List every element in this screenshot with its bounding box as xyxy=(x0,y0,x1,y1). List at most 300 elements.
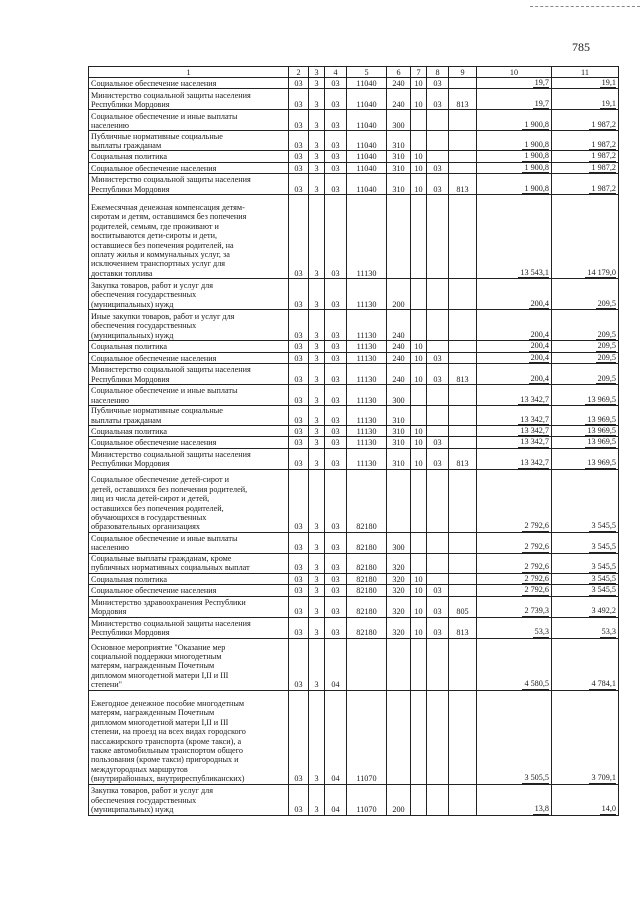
row-description: Социальное обеспечение населения xyxy=(89,162,289,173)
code-cell-c3: 3 xyxy=(309,385,325,406)
code-cell-c2: 03 xyxy=(289,89,309,110)
table-row xyxy=(89,364,619,385)
row-description: Ежегодное денежное пособие многодетным матерям, награжденным Почетным дипломом многодетной матери I,II и III степени, на проезд на всех видах городского пассажирского транспорта (кроме такси), а также автомобильным транспортом общего пользования (кроме такси) пригородных и междугородных маршрутов (внутрирайонных, внутриреспубликанских) xyxy=(89,690,289,784)
code-cell-c6: 310 xyxy=(387,174,411,195)
amount-cell-c11 xyxy=(552,406,619,426)
code-cell-c5: 11040 xyxy=(347,78,387,89)
code-cell-c7 xyxy=(411,553,427,573)
row-description: Социальное обеспечение детей-сирот и детей, оставшихся без попечения родителей, лиц из числа детей-сирот и детей, оставшихся без попечения родителей, обучающихся в государственных образовательных организациях xyxy=(89,469,289,532)
amount-cell-c11 xyxy=(552,690,619,784)
table-row xyxy=(89,617,619,638)
amount-value: 209,5 xyxy=(597,341,616,351)
amount-cell-c10 xyxy=(477,784,552,815)
code-cell-c4: 03 xyxy=(325,364,347,385)
top-edge-mark xyxy=(530,6,640,7)
code-cell-c5: 11130 xyxy=(347,279,387,310)
code-cell-c7 xyxy=(411,195,427,279)
code-cell-c6: 310 xyxy=(387,131,411,151)
code-cell-c6: 310 xyxy=(387,151,411,162)
amount-value: 209,5 xyxy=(597,373,616,383)
amount-cell-c11 xyxy=(552,532,619,553)
code-cell-c4: 04 xyxy=(325,784,347,815)
code-cell-c7: 10 xyxy=(411,341,427,352)
amount-cell-c10 xyxy=(477,151,552,162)
code-cell-c9 xyxy=(449,573,477,584)
amount-value: 2 739,3 xyxy=(524,606,549,616)
amount-cell-c10 xyxy=(477,364,552,385)
code-cell-c7 xyxy=(411,638,427,690)
code-cell-c7 xyxy=(411,784,427,815)
code-cell-c2: 03 xyxy=(289,174,309,195)
amount-cell-c11 xyxy=(552,174,619,195)
amount-value: 3 545,5 xyxy=(591,573,616,583)
code-cell-c8: 03 xyxy=(427,174,449,195)
amount-cell-c11 xyxy=(552,341,619,352)
code-cell-c8: 03 xyxy=(427,352,449,363)
code-cell-c5: 11130 xyxy=(347,406,387,426)
code-cell-c5: 11130 xyxy=(347,364,387,385)
code-cell-c7: 10 xyxy=(411,437,427,448)
amount-value: 13 969,5 xyxy=(587,437,616,447)
code-cell-c8: 03 xyxy=(427,617,449,638)
code-cell-c4: 03 xyxy=(325,585,347,596)
amount-value: 13 342,7 xyxy=(520,458,549,468)
code-cell-c8 xyxy=(427,341,449,352)
amount-value: 19,1 xyxy=(601,99,616,108)
code-cell-c8 xyxy=(427,385,449,406)
code-cell-c7 xyxy=(411,532,427,553)
code-cell-c8: 03 xyxy=(427,89,449,110)
code-cell-c5: 11040 xyxy=(347,174,387,195)
code-cell-c3: 3 xyxy=(309,573,325,584)
code-cell-c6: 200 xyxy=(387,279,411,310)
table-row xyxy=(89,151,619,162)
amount-cell-c11 xyxy=(552,426,619,437)
code-cell-c5: 82180 xyxy=(347,573,387,584)
amount-cell-c11 xyxy=(552,573,619,584)
row-description: Социальное обеспечение населения xyxy=(89,78,289,89)
row-description: Министерство социальной защиты населения Республики Мордовия xyxy=(89,364,289,385)
code-cell-c6: 310 xyxy=(387,448,411,469)
amount-value: 13 969,5 xyxy=(587,414,616,424)
code-cell-c2: 03 xyxy=(289,162,309,173)
amount-cell-c11 xyxy=(552,352,619,363)
code-cell-c2: 03 xyxy=(289,279,309,310)
code-cell-c8 xyxy=(427,110,449,131)
amount-cell-c10 xyxy=(477,573,552,584)
amount-cell-c10 xyxy=(477,279,552,310)
amount-value: 53,3 xyxy=(534,627,549,637)
amount-cell-c10 xyxy=(477,532,552,553)
amount-value: 19,7 xyxy=(534,99,549,108)
code-cell-c9 xyxy=(449,585,477,596)
amount-value: 3 545,5 xyxy=(591,521,616,531)
code-cell-c8: 03 xyxy=(427,364,449,385)
column-number-row xyxy=(89,67,619,78)
code-cell-c9: 813 xyxy=(449,89,477,110)
amount-cell-c11 xyxy=(552,110,619,131)
code-cell-c8 xyxy=(427,195,449,279)
row-description: Социальное обеспечение населения xyxy=(89,352,289,363)
code-cell-c6: 320 xyxy=(387,617,411,638)
amount-cell-c10 xyxy=(477,162,552,173)
table-row xyxy=(89,784,619,815)
code-cell-c9 xyxy=(449,131,477,151)
code-cell-c8 xyxy=(427,784,449,815)
code-cell-c5: 82180 xyxy=(347,469,387,532)
amount-cell-c11 xyxy=(552,131,619,151)
code-cell-c4: 03 xyxy=(325,469,347,532)
code-cell-c4: 03 xyxy=(325,553,347,573)
row-description: Министерство социальной защиты населения Республики Мордовия xyxy=(89,617,289,638)
code-cell-c2: 03 xyxy=(289,585,309,596)
code-cell-c4: 03 xyxy=(325,151,347,162)
code-cell-c3: 3 xyxy=(309,437,325,448)
table-row xyxy=(89,78,619,89)
column-number: 3 xyxy=(309,67,325,78)
amount-cell-c10 xyxy=(477,690,552,784)
code-cell-c3: 3 xyxy=(309,174,325,195)
column-number: 10 xyxy=(477,67,552,78)
code-cell-c4: 03 xyxy=(325,131,347,151)
code-cell-c2: 03 xyxy=(289,78,309,89)
row-description: Социальное обеспечение населения xyxy=(89,585,289,596)
code-cell-c6: 310 xyxy=(387,437,411,448)
code-cell-c3: 3 xyxy=(309,310,325,341)
code-cell-c4: 04 xyxy=(325,638,347,690)
amount-value: 200,4 xyxy=(530,341,549,351)
code-cell-c7: 10 xyxy=(411,426,427,437)
code-cell-c7 xyxy=(411,406,427,426)
column-number: 1 xyxy=(89,67,289,78)
amount-value: 1 900,8 xyxy=(524,151,549,161)
amount-value: 3 709,1 xyxy=(591,773,616,783)
code-cell-c2: 03 xyxy=(289,131,309,151)
code-cell-c2: 03 xyxy=(289,364,309,385)
amount-cell-c11 xyxy=(552,89,619,110)
code-cell-c9 xyxy=(449,469,477,532)
code-cell-c5: 82180 xyxy=(347,585,387,596)
table-row xyxy=(89,573,619,584)
column-number: 4 xyxy=(325,67,347,78)
code-cell-c2: 03 xyxy=(289,638,309,690)
code-cell-c3: 3 xyxy=(309,638,325,690)
code-cell-c5: 11040 xyxy=(347,131,387,151)
code-cell-c3: 3 xyxy=(309,162,325,173)
table-row xyxy=(89,131,619,151)
code-cell-c2: 03 xyxy=(289,341,309,352)
table-row xyxy=(89,89,619,110)
code-cell-c8 xyxy=(427,406,449,426)
code-cell-c9 xyxy=(449,426,477,437)
column-number: 6 xyxy=(387,67,411,78)
code-cell-c3: 3 xyxy=(309,406,325,426)
code-cell-c6: 200 xyxy=(387,784,411,815)
amount-cell-c10 xyxy=(477,385,552,406)
column-number: 9 xyxy=(449,67,477,78)
code-cell-c4: 03 xyxy=(325,596,347,617)
amount-cell-c11 xyxy=(552,596,619,617)
code-cell-c4: 03 xyxy=(325,437,347,448)
row-description: Основное мероприятие "Оказание мер социальной поддержки многодетным матерям, награжденным Почетным дипломом многодетной матери I,II и III степени" xyxy=(89,638,289,690)
code-cell-c6: 320 xyxy=(387,585,411,596)
amount-cell-c10 xyxy=(477,195,552,279)
code-cell-c2: 03 xyxy=(289,195,309,279)
code-cell-c6: 320 xyxy=(387,573,411,584)
code-cell-c7: 10 xyxy=(411,78,427,89)
code-cell-c8 xyxy=(427,426,449,437)
amount-value: 53,3 xyxy=(601,627,616,637)
code-cell-c5: 82180 xyxy=(347,532,387,553)
code-cell-c3: 3 xyxy=(309,151,325,162)
code-cell-c5: 11130 xyxy=(347,341,387,352)
amount-value: 13,8 xyxy=(534,804,549,814)
code-cell-c2: 03 xyxy=(289,448,309,469)
amount-cell-c10 xyxy=(477,131,552,151)
column-number: 7 xyxy=(411,67,427,78)
code-cell-c2: 03 xyxy=(289,151,309,162)
amount-cell-c10 xyxy=(477,553,552,573)
table-body xyxy=(89,78,619,816)
code-cell-c2: 03 xyxy=(289,110,309,131)
code-cell-c9 xyxy=(449,532,477,553)
column-number: 8 xyxy=(427,67,449,78)
code-cell-c7 xyxy=(411,385,427,406)
amount-value: 3 545,5 xyxy=(591,585,616,595)
amount-value: 13 342,7 xyxy=(520,426,549,436)
amount-cell-c10 xyxy=(477,89,552,110)
amount-value: 1 900,8 xyxy=(524,162,549,172)
code-cell-c5: 82180 xyxy=(347,617,387,638)
amount-cell-c10 xyxy=(477,638,552,690)
code-cell-c3: 3 xyxy=(309,532,325,553)
code-cell-c8 xyxy=(427,690,449,784)
column-number: 2 xyxy=(289,67,309,78)
code-cell-c9 xyxy=(449,553,477,573)
code-cell-c2: 03 xyxy=(289,784,309,815)
amount-cell-c11 xyxy=(552,784,619,815)
code-cell-c2: 03 xyxy=(289,437,309,448)
code-cell-c9 xyxy=(449,310,477,341)
code-cell-c4: 04 xyxy=(325,690,347,784)
amount-cell-c11 xyxy=(552,585,619,596)
code-cell-c4: 03 xyxy=(325,310,347,341)
code-cell-c7: 10 xyxy=(411,151,427,162)
amount-value: 4 580,5 xyxy=(524,679,549,689)
code-cell-c6: 240 xyxy=(387,341,411,352)
amount-value: 200,4 xyxy=(530,329,549,339)
code-cell-c7: 10 xyxy=(411,596,427,617)
code-cell-c6: 320 xyxy=(387,596,411,617)
row-description: Министерство социальной защиты населения Республики Мордовия xyxy=(89,174,289,195)
code-cell-c2: 03 xyxy=(289,469,309,532)
code-cell-c5: 11130 xyxy=(347,310,387,341)
code-cell-c6: 310 xyxy=(387,162,411,173)
code-cell-c5: 11130 xyxy=(347,195,387,279)
code-cell-c9: 813 xyxy=(449,448,477,469)
code-cell-c2: 03 xyxy=(289,310,309,341)
code-cell-c2: 03 xyxy=(289,553,309,573)
code-cell-c8: 03 xyxy=(427,585,449,596)
amount-value: 209,5 xyxy=(597,298,616,308)
code-cell-c8: 03 xyxy=(427,78,449,89)
code-cell-c6: 240 xyxy=(387,364,411,385)
code-cell-c4: 03 xyxy=(325,341,347,352)
code-cell-c4: 03 xyxy=(325,352,347,363)
code-cell-c6: 240 xyxy=(387,310,411,341)
row-description: Социальная политика xyxy=(89,151,289,162)
code-cell-c3: 3 xyxy=(309,78,325,89)
code-cell-c2: 03 xyxy=(289,532,309,553)
row-description: Социальная политика xyxy=(89,341,289,352)
code-cell-c2: 03 xyxy=(289,426,309,437)
code-cell-c9 xyxy=(449,78,477,89)
code-cell-c7: 10 xyxy=(411,174,427,195)
code-cell-c6: 310 xyxy=(387,406,411,426)
amount-cell-c11 xyxy=(552,437,619,448)
amount-value: 1 987,2 xyxy=(591,162,616,172)
amount-value: 1 900,8 xyxy=(524,140,549,149)
row-description: Министерство здравоохранения Республики Мордовия xyxy=(89,596,289,617)
amount-cell-c10 xyxy=(477,352,552,363)
code-cell-c9 xyxy=(449,110,477,131)
code-cell-c4: 03 xyxy=(325,573,347,584)
amount-value: 3 492,2 xyxy=(591,606,616,616)
table-row xyxy=(89,553,619,573)
code-cell-c9 xyxy=(449,385,477,406)
amount-cell-c11 xyxy=(552,310,619,341)
amount-cell-c10 xyxy=(477,341,552,352)
row-description: Публичные нормативные социальные выплаты гражданам xyxy=(89,131,289,151)
amount-value: 1 900,8 xyxy=(524,183,549,193)
code-cell-c6: 240 xyxy=(387,78,411,89)
amount-value: 209,5 xyxy=(597,329,616,339)
amount-value: 3 505,5 xyxy=(524,773,549,783)
amount-value: 200,4 xyxy=(530,352,549,362)
code-cell-c9 xyxy=(449,162,477,173)
code-cell-c3: 3 xyxy=(309,279,325,310)
code-cell-c5: 11130 xyxy=(347,448,387,469)
table-row xyxy=(89,195,619,279)
amount-value: 4 784,1 xyxy=(591,679,616,689)
table-row xyxy=(89,110,619,131)
code-cell-c8 xyxy=(427,310,449,341)
code-cell-c7: 10 xyxy=(411,617,427,638)
table-row xyxy=(89,585,619,596)
code-cell-c3: 3 xyxy=(309,110,325,131)
code-cell-c4: 03 xyxy=(325,406,347,426)
code-cell-c2: 03 xyxy=(289,690,309,784)
code-cell-c3: 3 xyxy=(309,585,325,596)
code-cell-c9 xyxy=(449,784,477,815)
code-cell-c5: 11040 xyxy=(347,89,387,110)
amount-value: 2 792,6 xyxy=(524,562,549,572)
amount-cell-c10 xyxy=(477,437,552,448)
code-cell-c8 xyxy=(427,131,449,151)
table-row xyxy=(89,352,619,363)
amount-cell-c11 xyxy=(552,364,619,385)
code-cell-c5: 11130 xyxy=(347,426,387,437)
code-cell-c6: 240 xyxy=(387,89,411,110)
code-cell-c7: 10 xyxy=(411,162,427,173)
code-cell-c7 xyxy=(411,690,427,784)
code-cell-c8: 03 xyxy=(427,437,449,448)
amount-value: 13 969,5 xyxy=(587,458,616,468)
code-cell-c9 xyxy=(449,195,477,279)
code-cell-c9: 813 xyxy=(449,364,477,385)
code-cell-c3: 3 xyxy=(309,195,325,279)
code-cell-c3: 3 xyxy=(309,341,325,352)
code-cell-c3: 3 xyxy=(309,553,325,573)
code-cell-c7: 10 xyxy=(411,352,427,363)
amount-value: 200,4 xyxy=(530,298,549,308)
code-cell-c5: 82180 xyxy=(347,553,387,573)
code-cell-c5: 11040 xyxy=(347,110,387,131)
table-row xyxy=(89,596,619,617)
row-description: Социальное обеспечение и иные выплаты населению xyxy=(89,532,289,553)
code-cell-c5: 82180 xyxy=(347,596,387,617)
code-cell-c4: 03 xyxy=(325,78,347,89)
code-cell-c3: 3 xyxy=(309,89,325,110)
column-number: 11 xyxy=(552,67,619,78)
code-cell-c3: 3 xyxy=(309,448,325,469)
table-row xyxy=(89,174,619,195)
code-cell-c6: 300 xyxy=(387,385,411,406)
code-cell-c9: 813 xyxy=(449,617,477,638)
code-cell-c6: 300 xyxy=(387,532,411,553)
amount-value: 2 792,6 xyxy=(524,573,549,583)
amount-value: 3 545,5 xyxy=(591,562,616,572)
code-cell-c4: 03 xyxy=(325,162,347,173)
column-number: 5 xyxy=(347,67,387,78)
code-cell-c6 xyxy=(387,690,411,784)
amount-value: 1 987,2 xyxy=(591,151,616,161)
code-cell-c7 xyxy=(411,310,427,341)
row-description: Закупка товаров, работ и услуг для обеспечения государственных (муниципальных) нужд xyxy=(89,784,289,815)
code-cell-c2: 03 xyxy=(289,406,309,426)
amount-cell-c11 xyxy=(552,385,619,406)
amount-cell-c10 xyxy=(477,426,552,437)
code-cell-c6: 320 xyxy=(387,553,411,573)
amount-value: 19,7 xyxy=(534,78,549,87)
row-description: Социальная политика xyxy=(89,426,289,437)
code-cell-c4: 03 xyxy=(325,617,347,638)
code-cell-c7 xyxy=(411,110,427,131)
row-description: Иные закупки товаров, работ и услуг для обеспечения государственных (муниципальных) нужд xyxy=(89,310,289,341)
budget-table xyxy=(88,66,619,816)
amount-cell-c11 xyxy=(552,151,619,162)
code-cell-c9 xyxy=(449,352,477,363)
code-cell-c7 xyxy=(411,131,427,151)
amount-value: 13 342,7 xyxy=(520,437,549,447)
amount-cell-c10 xyxy=(477,469,552,532)
row-description: Социальная политика xyxy=(89,573,289,584)
code-cell-c2: 03 xyxy=(289,385,309,406)
amount-cell-c10 xyxy=(477,310,552,341)
code-cell-c4: 03 xyxy=(325,195,347,279)
code-cell-c3: 3 xyxy=(309,426,325,437)
amount-value: 1 987,2 xyxy=(591,120,616,129)
code-cell-c5: 11070 xyxy=(347,690,387,784)
amount-value: 13 342,7 xyxy=(520,394,549,404)
amount-cell-c11 xyxy=(552,553,619,573)
code-cell-c8 xyxy=(427,573,449,584)
code-cell-c8: 03 xyxy=(427,596,449,617)
code-cell-c7 xyxy=(411,469,427,532)
code-cell-c7: 10 xyxy=(411,573,427,584)
table-row xyxy=(89,638,619,690)
code-cell-c8 xyxy=(427,279,449,310)
